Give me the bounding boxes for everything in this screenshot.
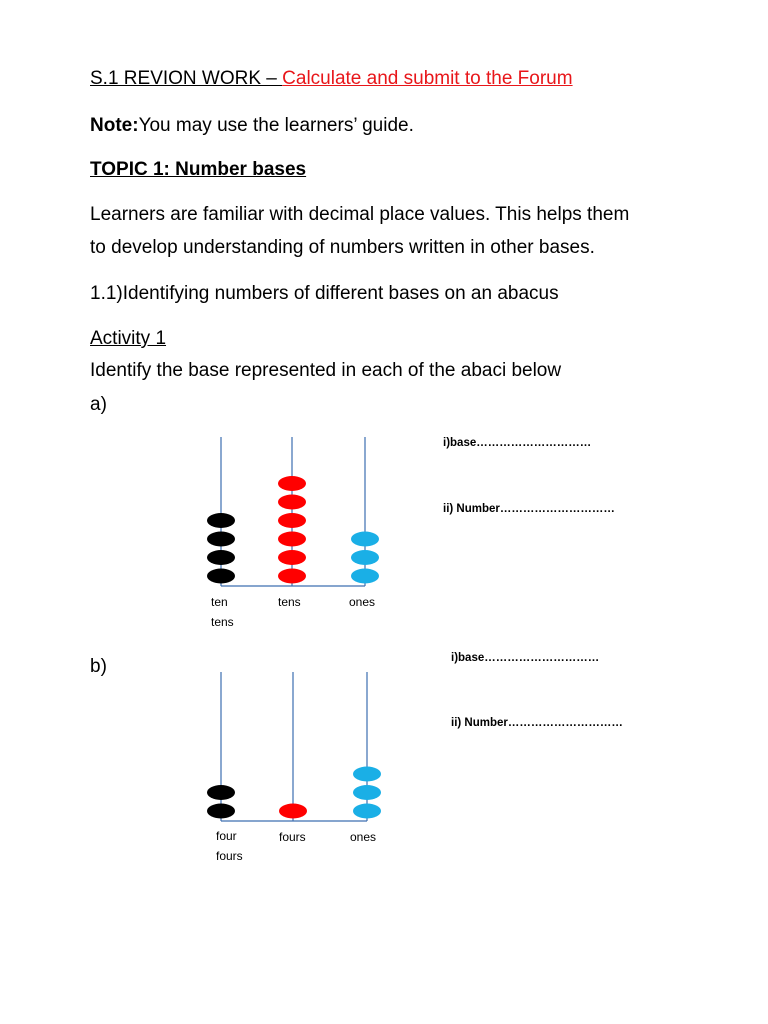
abacus-a-rod-2-bead <box>278 550 306 565</box>
note-label: Note: <box>90 115 139 136</box>
abacus-b-rod-3-bead <box>353 785 381 800</box>
abacus-a-answer-base: i)base………………………… <box>443 437 592 449</box>
abacus-a-rod-1-label-line-1: ten <box>211 595 228 609</box>
abacus-a-rod-1-bead <box>207 513 235 528</box>
abacus-a-rod-1-bead <box>207 550 235 565</box>
abacus-b-rod-3-bead <box>353 767 381 782</box>
abacus-a-rod-3-label: ones <box>349 595 376 609</box>
abacus-a-rod-3-bead <box>351 532 379 547</box>
abacus-a-rod-2-bead <box>278 513 306 528</box>
abacus-b-rod-2-bead <box>279 804 307 819</box>
abacus-a-rod-1-bead <box>207 532 235 547</box>
intro-line-1: Learners are familiar with decimal place values. This helps them <box>90 204 630 225</box>
activity-instruction: Identify the base represented in each of the abaci below <box>90 360 562 381</box>
abacus-a-rod-2-bead <box>278 532 306 547</box>
abacus-a-answer-number: ii) Number………………………… <box>443 503 615 515</box>
abacus-a-rod-2-bead <box>278 569 306 584</box>
abacus-b-answer-number: ii) Number………………………… <box>451 717 623 729</box>
abacus-b-rod-2-label: fours <box>279 830 306 844</box>
topic-title: TOPIC 1: Number bases <box>90 159 307 180</box>
note-text: You may use the learners’ guide. <box>138 115 414 136</box>
activity-title: Activity 1 <box>90 328 167 349</box>
abacus-a-figure <box>207 437 379 586</box>
section-heading: 1.1)Identifying numbers of different bases on an abacus <box>90 283 559 304</box>
abacus-a-label: a) <box>90 394 107 415</box>
abacus-a-rod-3-bead <box>351 569 379 584</box>
abacus-a-rod-2-label: tens <box>278 595 301 609</box>
abacus-b-figure <box>207 672 381 821</box>
abacus-b-rod-1-label-line-2: fours <box>216 849 243 863</box>
abacus-b-rod-1-bead <box>207 804 235 819</box>
abacus-b-answer-base: i)base………………………… <box>451 652 600 664</box>
title-prefix: S.1 REVION WORK – <box>90 68 283 89</box>
abacus-b-rod-1-bead <box>207 785 235 800</box>
title-highlight: Calculate and submit to the Forum <box>282 68 573 89</box>
abacus-b-rod-3-bead <box>353 804 381 819</box>
abacus-b-rod-1-label-line-1: four <box>216 829 237 843</box>
abacus-b-rod-3-label: ones <box>350 830 377 844</box>
abacus-a-rod-3-bead <box>351 550 379 565</box>
abacus-a-rod-2-bead <box>278 476 306 491</box>
abacus-b-label: b) <box>90 656 107 677</box>
intro-line-2: to develop understanding of numbers written in other bases. <box>90 237 595 258</box>
abacus-a-rod-2-bead <box>278 495 306 510</box>
abacus-a-rod-1-label-line-2: tens <box>211 615 234 629</box>
abacus-a-rod-1-bead <box>207 569 235 584</box>
